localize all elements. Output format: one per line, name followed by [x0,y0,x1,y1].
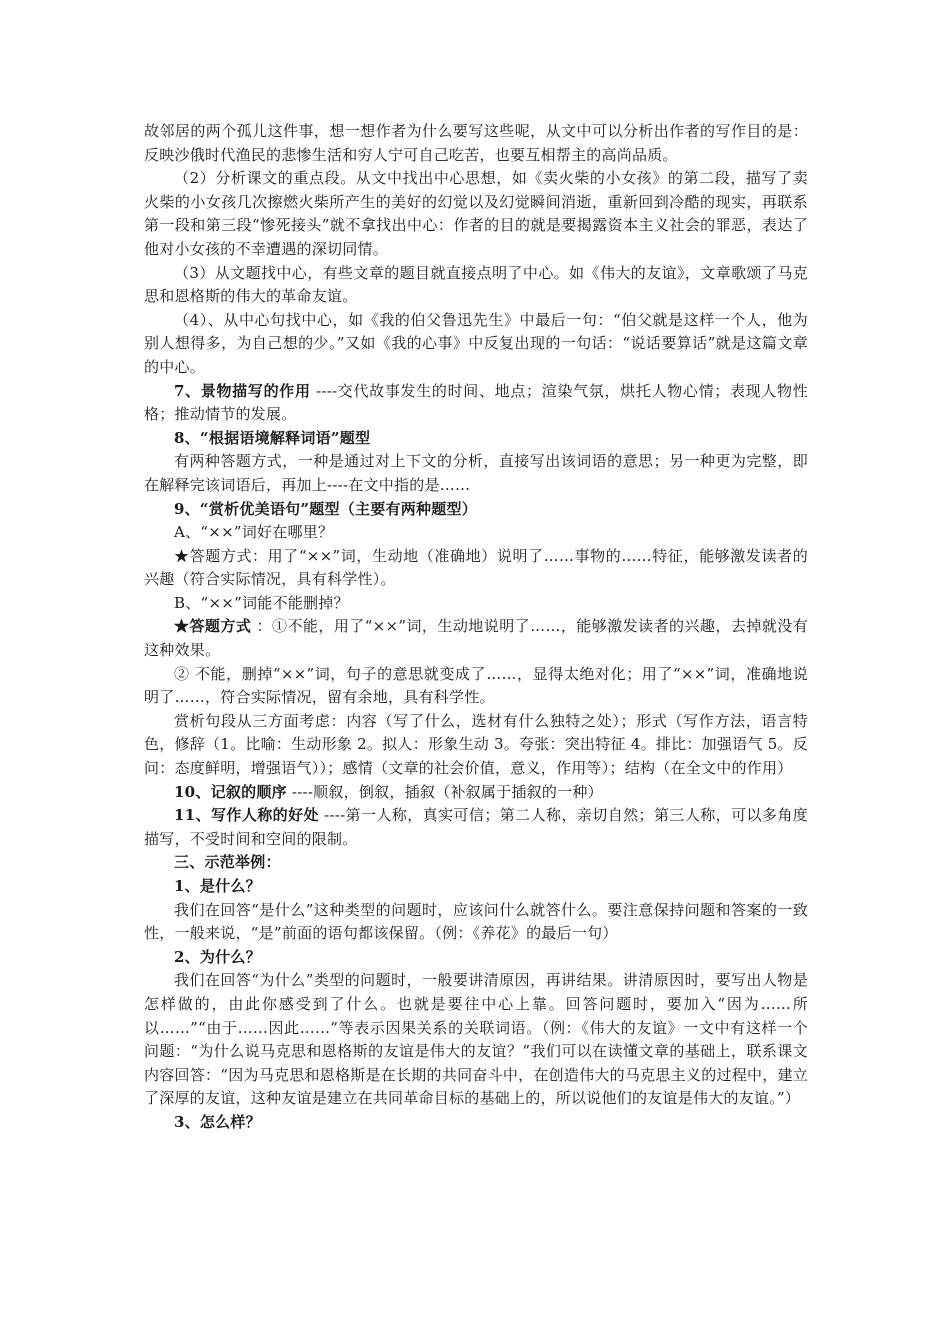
section-heading: 1、是什么？ [174,877,261,895]
paragraph-text: ② 不能，删掉“××”词，句子的意思就变成了……，显得太绝对化；用了“××”词，准确地说明了……，符合实际情况，留有余地，具有科学性。 [144,664,808,707]
paragraph-22 [144,1111,808,1135]
paragraph-13 [144,663,808,710]
paragraph-text: （2）分析课文的重点段。从文中找出中心思想，如《卖火柴的小女孩》的第二段，描写了卖火柴的小女孩几次擦燃火柴所产生的美好的幻觉以及幻觉瞬间消逝，重新回到冷酷的现实，再联系第一段和第三段“惨死接头”就不拿找出中心：作者的目的就是要揭露资本主义社会的罪恶，表达了他对小女孩的不幸遭遇的深切同情。 [144,169,808,258]
paragraph-text: ----第一人称，真实可信；第二人称，亲切自然；第三人称，可以多角度描写，不受时间和空间的限制。 [144,806,809,848]
paragraph-16 [144,804,808,851]
paragraph-3 [144,262,808,309]
paragraph-text: 故邻居的两个孤儿这件事，想一想作者为什么要写这些呢，从文中可以分析出作者的写作目的是：反映沙俄时代渔民的悲惨生活和穷人宁可自己吃苦，也要互相帮主的高尚品质。 [144,122,808,164]
paragraph-19 [144,899,808,946]
paragraph-18 [144,875,808,899]
section-heading: 9、“赏析优美语句”题型（主要有两种题型） [174,499,477,518]
paragraph-11 [144,592,808,616]
paragraph-9 [144,521,808,545]
section-heading: 2、为什么？ [174,947,261,966]
section-heading: 10、记叙的顺序 [174,782,287,801]
paragraph-2 [144,167,808,261]
paragraph-7 [144,450,808,497]
section-heading: 11、写作人称的好处 [174,806,319,825]
paragraph-8 [144,498,808,522]
paragraph-text: 有两种答题方式，一种是通过对上下文的分析，直接写出该词语的意思；另一种更为完整，即在解释完该词语后，再加上----在文中指的是…… [144,452,808,494]
paragraph-text: ★答题方式：用了“××”词，生动地（准确地）说明了……事物的……特征，能够激发读者的兴趣（符合实际情况，具有科学性）。 [144,546,808,589]
document-page [144,120,808,1135]
paragraph-14 [144,710,808,781]
paragraph-4 [144,309,808,380]
paragraph-21 [144,969,808,1111]
paragraph-text: ----交代故事发生的时间、地点；渲染气氛，烘托人物心情；表现人物性格；推动情节的发展。 [144,381,808,424]
section-heading: 8、“根据语境解释词语”题型 [174,428,371,447]
paragraph-15 [144,781,808,805]
paragraph-text: B、“××”词能不能删掉？ [174,593,349,612]
paragraph-6 [144,427,808,451]
paragraph-5 [144,380,808,427]
paragraph-text: （4）、从中心句找中心，如《我的伯父鲁迅先生》中最后一句：“伯父就是这样一个人，他为别人想得多，为自己想的少。”又如《我的心事》中反复出现的一句话：“说话要算话”就是这篇文章的中心。 [144,310,808,376]
paragraph-text: 我们在回答“是什么”这种类型的问题时，应该问什么就答什么。要注意保持问题和答案的一致性，一般来说，“是”前面的语句都该保留。（例：《养花》的最后一句） [144,900,808,943]
paragraph-text: 赏析句段从三方面考虑：内容（写了什么，选材有什么独特之处）；形式（写作方法，语言特色，修辞（1。比喻：生动形象 2。拟人：形象生动 3。夸张：突出特征 4。排比：加强语气 5。反问：态度鲜明，增强语气））；感情（文章的社会价值，意义，作用等）；结构（在全文中的作用） [144,711,808,778]
section-heading: 7、景物描写的作用 [174,381,311,400]
paragraph-text: （3）从文题找中心，有些文章的题目就直接点明了中心。如《伟大的友谊》，文章歌颂了马克思和恩格斯的伟大的革命友谊。 [144,263,808,306]
paragraph-text: A、“××”词好在哪里？ [174,523,334,542]
paragraph-text: ：①不能，用了“××”词，生动地说明了……，能够激发读者的兴趣，去掉就没有这种效果。 [144,617,808,660]
paragraph-text: 我们在回答“为什么”类型的问题时，一般要讲清原因，再讲结果。讲清原因时，要写出人物是怎样做的，由此你感受到了什么。也就是要往中心上靠。回答问题时，要加入“因为……所以……”“由于……因此……”等表示因果关系的关联词语。（例：《伟大的友谊》一文中有这样一个问题：“为什么说马克思和恩格斯的友谊是伟大的友谊？”我们可以在读懂文章的基础上，联系课文内容回答：“因为马克思和恩格斯是在长期的共同奋斗中，在创造伟大的马克思主义的过程中，建立了深厚的友谊，这种友谊是建立在共同革命目标的基础上的，所以说他们的友谊是伟大的友谊。”） [144,971,808,1108]
section-heading: ★答题方式 [174,617,252,636]
paragraph-17 [144,851,808,875]
paragraph-20 [144,946,808,970]
paragraph-10 [144,545,808,592]
paragraph-text: ----顺叙，倒叙，插叙（补叙属于插叙的一种） [286,782,603,801]
paragraph-1 [144,120,808,167]
paragraph-12 [144,615,808,662]
section-heading: 三、示范举例： [174,853,281,872]
section-heading: 3、怎么样？ [174,1112,261,1131]
